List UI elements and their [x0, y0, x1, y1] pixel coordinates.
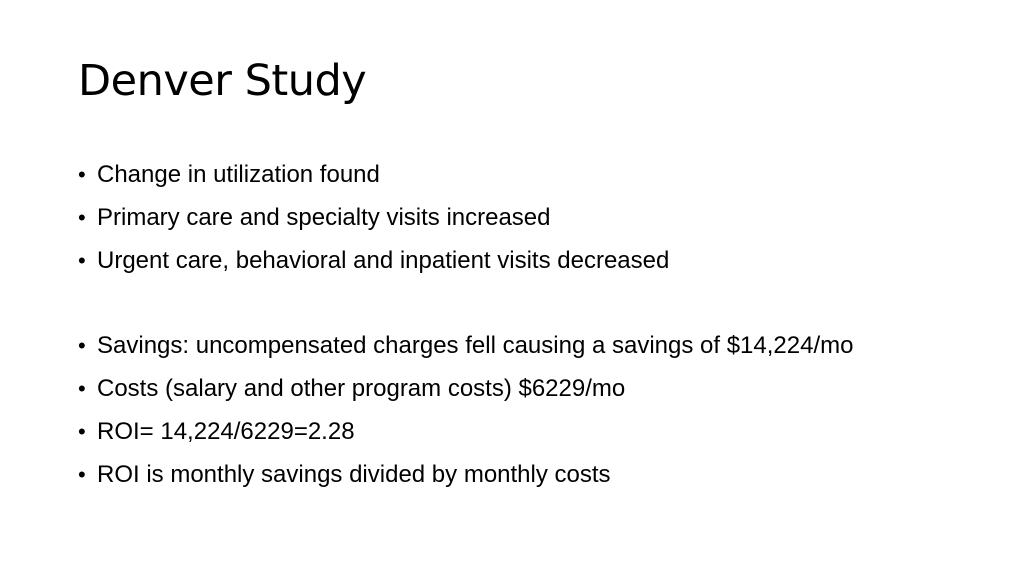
bullet-marker: • — [78, 419, 86, 444]
bullet-marker: • — [78, 333, 86, 358]
bullet-text: Costs (salary and other program costs) $6229/mo — [97, 375, 626, 402]
bullet-marker: • — [78, 462, 86, 487]
bullet-marker: • — [78, 205, 86, 230]
bullet-text: Urgent care, behavioral and inpatient visits decreased — [97, 247, 670, 274]
bullet-text: Primary care and specialty visits increased — [97, 204, 551, 231]
bullet-item — [78, 239, 853, 282]
bullet-list — [78, 153, 853, 496]
bullet-text: Savings: uncompensated charges fell causing a savings of $14,224/mo — [97, 332, 854, 359]
bullet-item — [78, 153, 853, 196]
bullet-item — [78, 410, 853, 453]
bullet-marker: • — [78, 248, 86, 273]
bullet-item — [78, 367, 853, 410]
bullet-text: ROI is monthly savings divided by monthly costs — [97, 461, 611, 488]
bullet-item — [78, 324, 853, 367]
slide-title: Denver Study — [78, 56, 367, 106]
bullet-item — [78, 196, 853, 239]
bullet-marker: • — [78, 162, 86, 187]
bullet-text: ROI= 14,224/6229=2.28 — [97, 418, 355, 445]
bullet-item — [78, 453, 853, 496]
bullet-text: Change in utilization found — [97, 161, 380, 188]
bullet-marker: • — [78, 376, 86, 401]
